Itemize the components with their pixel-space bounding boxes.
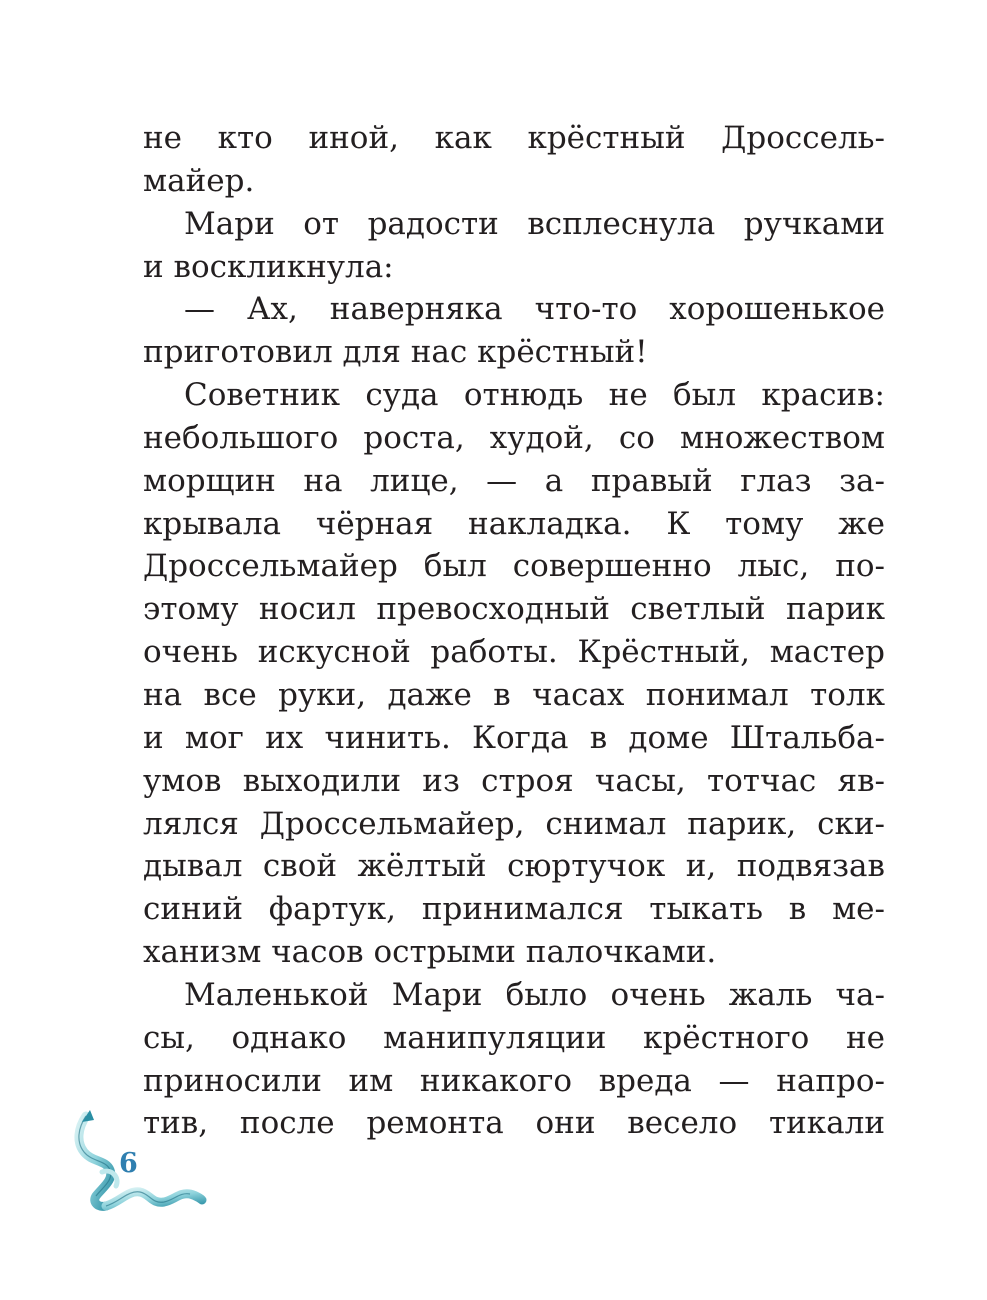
text-line: сы, однако манипуляции крёстного не	[143, 1019, 885, 1056]
text-line: приносили им никакого вреда — напро-	[143, 1062, 885, 1099]
text-line: на все руки, даже в часах понимал толк	[143, 676, 885, 713]
ribbon-ornament-icon	[72, 1108, 207, 1218]
text-line: и воскликнула:	[143, 248, 394, 285]
text-line: Мари от радости всплеснула ручками	[184, 205, 885, 242]
text-line: дывал свой жёлтый сюртучок и, подвязав	[143, 848, 885, 885]
text-line: этому носил превосходный светлый парик	[143, 591, 885, 628]
text-line: лялся Дроссельмайер, снимал парик, ски-	[143, 805, 885, 842]
text-line: тив, после ремонта они весело тикали	[143, 1105, 885, 1142]
text-line: приготовил для нас крёстный!	[143, 334, 648, 371]
text-line: ханизм часов острыми палочками.	[143, 934, 717, 971]
text-line: крывала чёрная накладка. К тому же	[143, 505, 885, 542]
text-line: морщин на лице, — а правый глаз за-	[143, 462, 885, 499]
text-line: и мог их чинить. Когда в доме Штальба-	[143, 719, 885, 756]
text-line: Дроссельмайер был совершенно лыс, по-	[143, 548, 885, 585]
page-number: 6	[119, 1148, 138, 1179]
page-footer	[72, 1108, 207, 1218]
body-text	[143, 117, 885, 1145]
text-line: не кто иной, как крёстный Дроссель-	[143, 120, 885, 156]
text-line: умов выходили из строя часы, тотчас яв-	[143, 762, 885, 799]
text-line: майер.	[143, 162, 255, 199]
text-line: очень искусной работы. Крёстный, мастер	[143, 634, 885, 671]
text-line: Маленькой Мари было очень жаль ча-	[184, 976, 885, 1013]
text-line: — Ах, наверняка что-то хорошенькое	[184, 291, 885, 328]
text-line: синий фартук, принимался тыкать в ме-	[143, 891, 885, 928]
text-line: небольшого роста, худой, со множеством	[143, 419, 885, 456]
text-line: Советник суда отнюдь не был красив:	[184, 377, 885, 414]
